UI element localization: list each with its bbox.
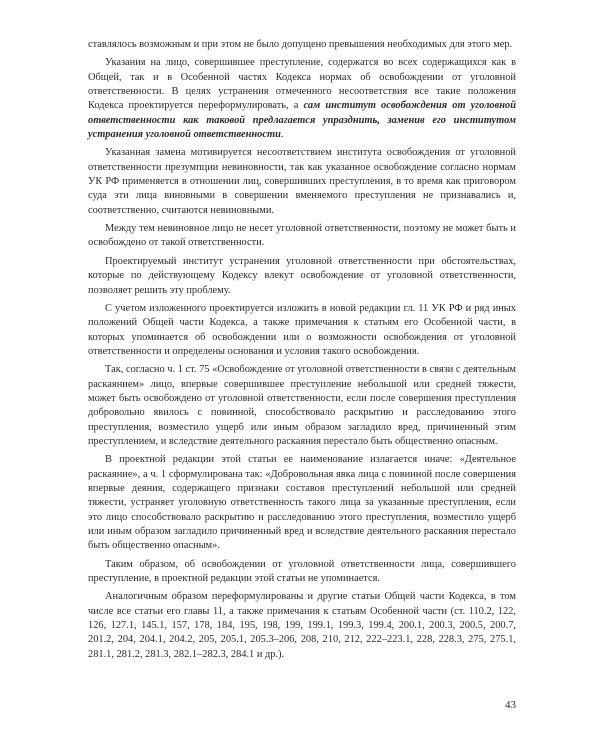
paragraph-8: В проектной редакции этой статьи ее наименование излагается иначе: «Деятельное раскаяние», а ч. 1 сформулирована так: «Добровольная явка лица с повинной после совершения впервые деяния, содержащего признаки составов преступлений небольшой или средней тяжести, устраняет уголовную ответственность такого лица за указанные преступления, если это лицо способствовало раскрытию и расследованию этого преступления, возместило ущерб или иным образом загладило причиненный вред и вследствие деятельного раскаяния перестало быть общественно опасным». (88, 454, 516, 552)
paragraph-10: Аналогичным образом переформулированы и другие статьи Общей части Кодекса, в том числе все статьи его главы 11, а также примечания к статьям Особенной части (ст. 110.2, 122, 126, 127.1, 145.1, 157, 178, 184, 195, 198, 199, 199.1, 199.3, 199.4, 200.1, 200.3, 200.5, 200.7, 201.2, 204, 204.1, 204.2, 205, 205.1, 205.3–206, 208, 210, 212, 222–223.1, 228, 228.3, 275, 275.1, 281.1, 281.2, 281.3, 282.1–282.3, 284.1 и др.). (88, 591, 516, 660)
paragraph-9: Таким образом, об освобождении от уголовной ответственности лица, совершившего преступление, в проектной редакции этой статьи не упоминается. (88, 558, 516, 585)
paragraph-7: Так, согласно ч. 1 ст. 75 «Освобождение от уголовной ответственности в связи с деятельным раскаянием» лицо, впервые совершившее преступление небольшой или средней тяжести, может быть освобождено от уголовной ответственности, если после совершения преступления добровольно явилось с повинной, способствовало раскрытию и расследованию этого преступления, возместило ущерб или иным образом загладило вред, причиненный этим преступлением, и вследствие деятельного раскаяния перестало быть общественно опасным. (88, 364, 516, 447)
page-number: 43 (505, 698, 516, 711)
paragraph-5: Проектируемый институт устранения уголовной ответственности при обстоятельствах, которые по действующему Кодексу влекут освобождение от уголовной ответственности, позволяет решить эту проблему. (88, 255, 516, 296)
paragraph-4: Между тем невиновное лицо не несет уголовной ответственности, поэтому не может быть и освобождено от такой ответственности. (88, 223, 516, 249)
paragraph-2: Указания на лицо, совершившее преступление, содержатся во всех содержащихся как в Общей, так и в Особенной частях Кодекса нормах об освобождении от уголовной ответственности. В целях устранения отмеченного несоответствия все такие положения Кодекса проектируется переформулировать, а сам институт освобождения от уголовной ответственности как таковой предлагается упразднить, заменив его институтом устранения уголовной ответственности. (88, 57, 516, 141)
paragraph-1: ставлялось возможным и при этом не было допущено превышения необходимых для этого мер. (88, 39, 513, 50)
emphasized-proposal: сам институт освобождения от уголовной ответственности как таковой предлагается упразднить, заменив его институтом устранения уголовной ответственности (88, 100, 516, 141)
paragraph-6: С учетом изложенного проектируется изложить в новой редакции гл. 11 УК РФ и ряд иных положений Общей части Кодекса, а также примечания к статьям его Особенной части, в которых упоминается об освобождении или о возможности освобождения от уголовной ответственности и определены основания и условия такого освобождения. (88, 302, 516, 357)
paragraph-3: Указанная замена мотивируется несоответствием института освобождения от уголовной ответственности презумпции невиновности, так как указанное освобождение согласно нормам УК РФ применяется в отношении лиц, совершивших преступления, в то время как приговором суда эти лица виновными в совершении вменяемого преступления не признавались и, соответственно, считаются невиновными. (88, 147, 516, 216)
body-text (88, 38, 516, 662)
